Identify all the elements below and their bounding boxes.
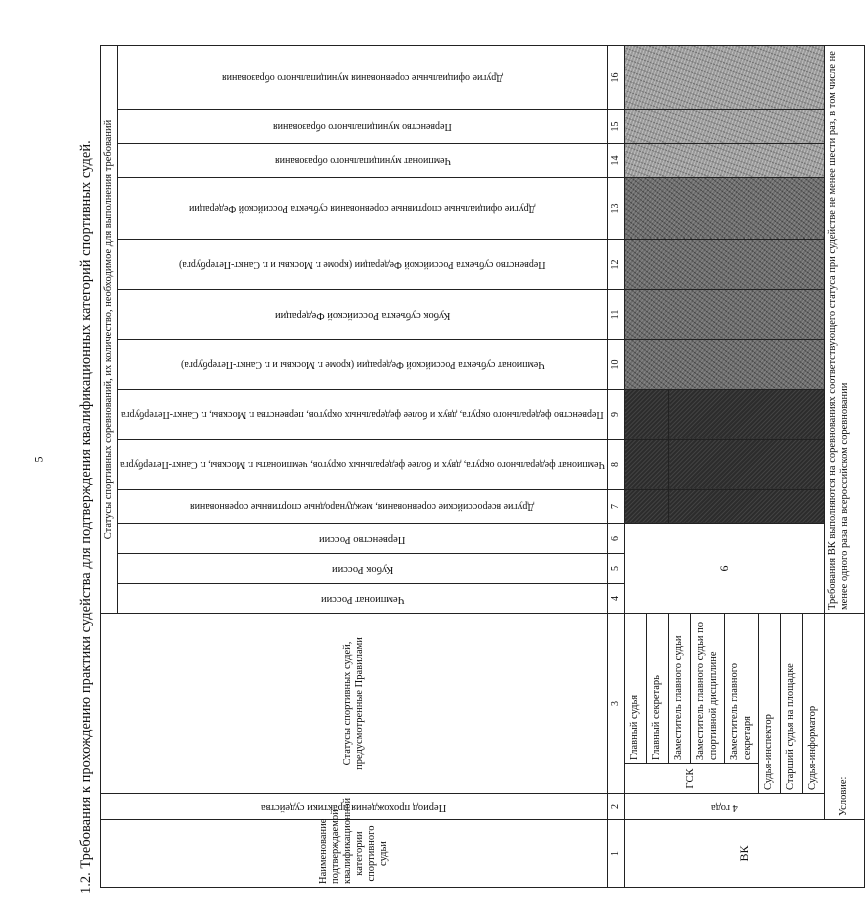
shaded-cell	[669, 389, 825, 439]
role-chief-secretary: Главный секретарь	[647, 613, 669, 763]
shaded-cell	[669, 489, 825, 523]
col-number: 7	[608, 489, 625, 523]
period-cell: 4 года	[625, 794, 825, 820]
col-number: 2	[608, 794, 625, 820]
count-value: 6	[625, 523, 825, 613]
header-comp-12: Первенство муниципального образования	[118, 109, 608, 143]
role-deputy-chief-judge-discipline: Заместитель главного судьи по спортивной дисциплине	[691, 613, 725, 763]
header-comp-6: Первенство федерального округа, двух и более федеральных округов, первенства г. Москвы, г. Санкт-Петербурга	[118, 389, 608, 439]
header-comp-9: Первенство субъекта Российской Федерации (кроме г. Москвы и г. Санкт-Петербурга)	[118, 239, 608, 289]
header-comp-5: Чемпионат федерального округа, двух и более федеральных округов, чемпионаты г. Москвы, г. Санкт-Петербурга	[118, 439, 608, 489]
header-category: Наименование подтверждаемой квалификационной категории спортивного судьи	[101, 820, 608, 888]
role-judge-informer: Судья-информатор	[803, 613, 825, 793]
condition-text: Требования ВК выполняются на соревнованиях соответствующего статуса при судействе не менее шести раз, в том числе не менее одного раза на всероссийском соревновании	[825, 45, 865, 613]
page-number: 5	[31, 456, 46, 463]
section-heading: 1.2. Требования к прохождению практики судейства для подтверждения квалификационных категорий спортивных судей.	[78, 140, 94, 894]
header-comp-1: Чемпионат России	[118, 583, 608, 613]
col-number: 11	[608, 289, 625, 339]
header-comp-11: Чемпионат муниципального образования	[118, 143, 608, 177]
role-chief-judge: Главный судья	[625, 613, 647, 763]
col-number: 8	[608, 439, 625, 489]
col-number: 14	[608, 143, 625, 177]
header-comp-7: Чемпионат субъекта Российской Федерации (кроме г. Москвы и г. Санкт-Петербурга)	[118, 339, 608, 389]
col-number: 16	[608, 45, 625, 109]
category-cell: ВК	[625, 820, 865, 888]
col-number: 3	[608, 613, 625, 793]
role-deputy-chief-judge: Заместитель главного судьи	[669, 613, 691, 763]
col-number: 12	[608, 239, 625, 289]
shaded-cell	[669, 439, 825, 489]
requirements-table	[100, 45, 865, 888]
header-comp-13: Другие официальные соревнования муниципального образования	[118, 45, 608, 109]
shaded-cell	[625, 239, 825, 289]
col-number: 10	[608, 339, 625, 389]
shaded-cell	[625, 109, 825, 143]
col-number: 6	[608, 523, 625, 553]
shaded-cell	[625, 289, 825, 339]
shaded-cell	[625, 177, 825, 239]
shaded-cell	[625, 45, 825, 109]
col-number: 5	[608, 553, 625, 583]
rotated-page-content	[78, 34, 851, 894]
gsk-cell: ГСК	[625, 764, 759, 794]
role-judge-inspector: Судья-инспектор	[759, 613, 781, 793]
header-comp-4: Другие всероссийские соревнования, международные спортивные соревнования	[118, 489, 608, 523]
header-comp-8: Кубок субъекта Российской Федерации	[118, 289, 608, 339]
header-judge-statuses: Статусы спортивных судей, предусмотренные Правилами	[101, 613, 608, 793]
shaded-cell	[625, 389, 669, 439]
header-comp-2: Кубок России	[118, 553, 608, 583]
col-number: 4	[608, 583, 625, 613]
role-senior-court-judge: Старший судья на площадке	[781, 613, 803, 793]
col-number: 9	[608, 389, 625, 439]
header-competition-statuses: Статусы спортивных соревнований, их количество, необходимое для выполнения требований	[101, 45, 118, 613]
shaded-cell	[625, 489, 669, 523]
header-comp-10: Другие официальные спортивные соревнования субъекта Российской Федерации	[118, 177, 608, 239]
col-number: 13	[608, 177, 625, 239]
role-deputy-chief-secretary: Заместитель главного секретаря	[725, 613, 759, 763]
col-number: 1	[608, 820, 625, 888]
header-period: Период прохождения практики судейства	[101, 794, 608, 820]
condition-label: Условие:	[825, 613, 865, 819]
shaded-cell	[625, 143, 825, 177]
col-number: 15	[608, 109, 625, 143]
header-comp-3: Первенство России	[118, 523, 608, 553]
shaded-cell	[625, 439, 669, 489]
shaded-cell	[625, 339, 825, 389]
